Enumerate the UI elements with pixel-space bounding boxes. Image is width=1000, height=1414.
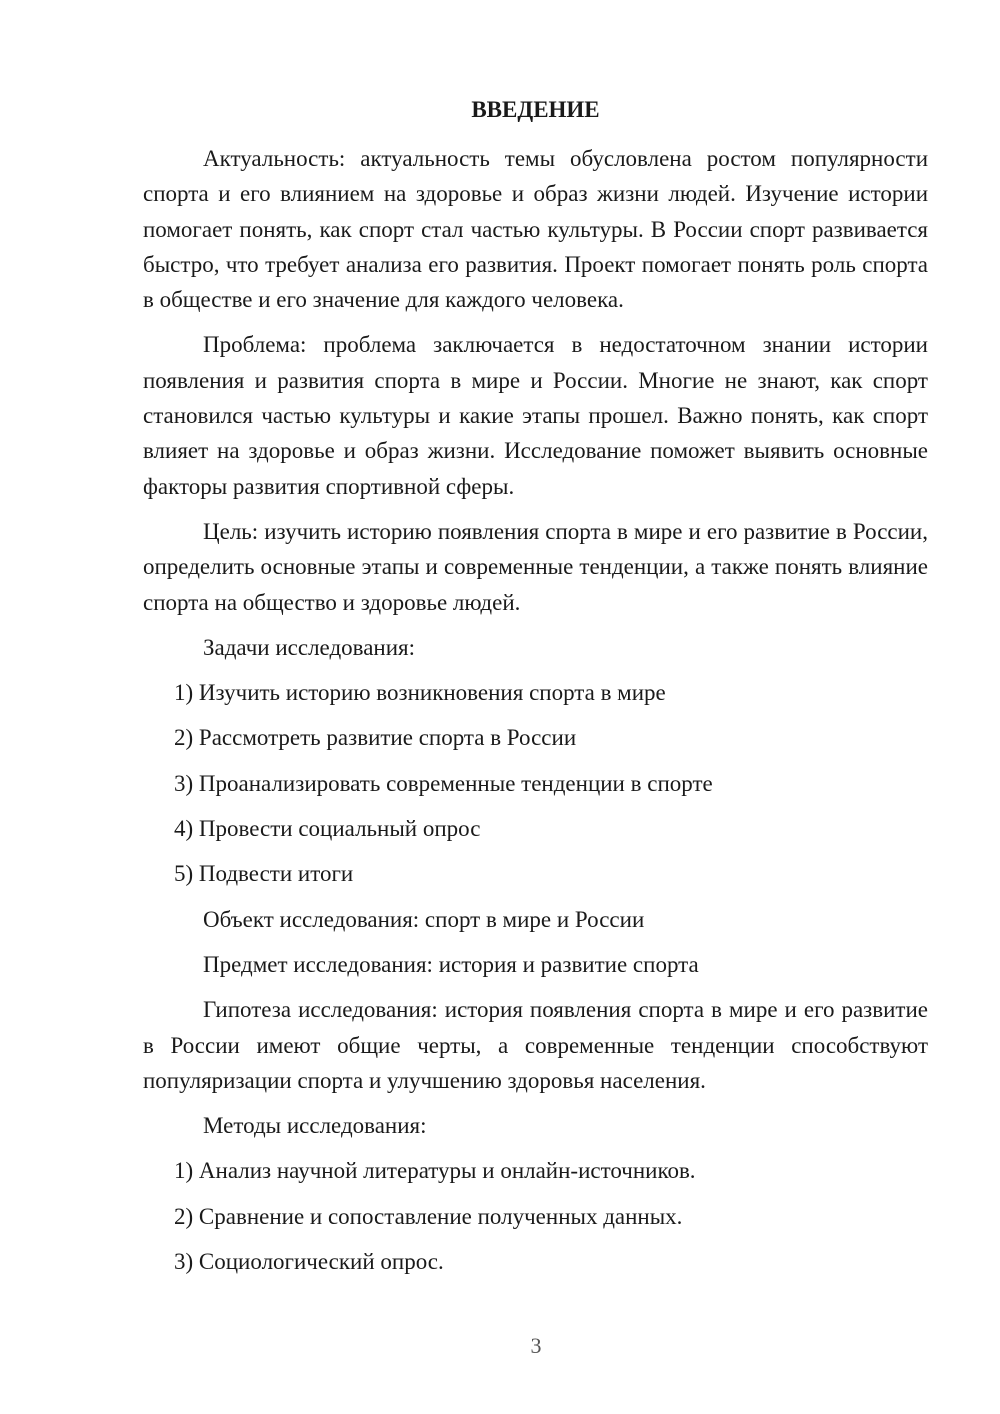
- goal-paragraph: Цель: изучить историю появления спорта в мире и его развитие в России, определить основные этапы и современные тенденции, а также понять влияние спорта на общество и здоровье людей.: [143, 518, 928, 615]
- problem-paragraph: Проблема: проблема заключается в недостаточном знании истории появления и развития спорта в мире и России. Многие не знают, как спорт становился частью культуры и какие этапы прошел. Важно понять, как спорт влияет на здоровье и образ жизни. Исследование поможет выявить основные факторы развития спортивной сферы.: [143, 332, 928, 499]
- methods-heading: Методы исследования:: [203, 1113, 427, 1139]
- method-item: 1) Анализ научной литературы и онлайн-источников.: [174, 1158, 696, 1184]
- research-subject: Предмет исследования: история и развитие спорта: [203, 951, 699, 977]
- task-item: 4) Провести социальный опрос: [174, 816, 481, 842]
- document-page: [143, 92, 928, 1289]
- method-item: 3) Социологический опрос.: [174, 1249, 444, 1275]
- research-object: Объект исследования: спорт в мире и России: [203, 906, 645, 932]
- task-item: 1) Изучить историю возникновения спорта в мире: [174, 680, 666, 706]
- page-number: 3: [530, 1333, 542, 1358]
- hypothesis-paragraph: Гипотеза исследования: история появления спорта в мире и его развитие в России имеют общие черты, а современные тенденции способствуют популяризации спорта и улучшению здоровья населения.: [143, 997, 928, 1093]
- method-item: 2) Сравнение и сопоставление полученных данных.: [174, 1203, 683, 1229]
- tasks-heading: Задачи исследования:: [203, 634, 416, 660]
- task-item: 5) Подвести итоги: [174, 861, 354, 887]
- task-item: 2) Рассмотреть развитие спорта в России: [174, 725, 577, 751]
- task-item: 3) Проанализировать современные тенденции в спорте: [174, 770, 713, 796]
- page-title: ВВЕДЕНИЕ: [471, 97, 600, 122]
- relevance-paragraph: Актуальность: актуальность темы обусловлена ростом популярности спорта и его влиянием на здоровье и образ жизни людей. Изучение истории помогает понять, как спорт стал частью культуры. В России спорт развивается быстро, что требует анализа его развития. Проект помогает понять роль спорта в обществе и его значение для каждого человека.: [143, 146, 928, 313]
